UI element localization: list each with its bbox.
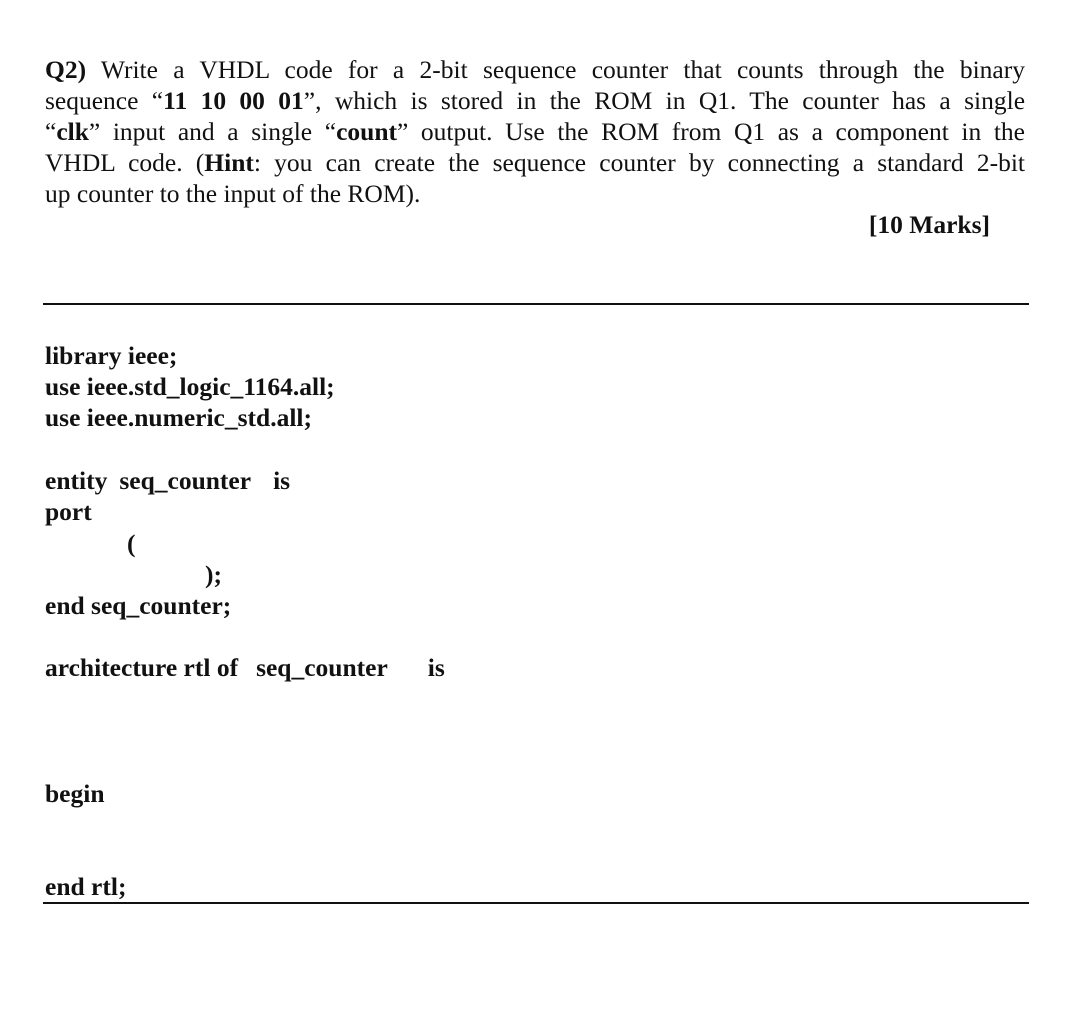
entity-name: seq_counter [119,466,252,495]
code-end-entity: end seq_counter; [45,591,232,620]
clk-term: clk [56,117,89,146]
question-line-5: up counter to the input of the ROM). [45,179,421,208]
architecture-entity-name: seq_counter [256,653,388,682]
architecture-is: is [427,653,445,682]
architecture-keyword: architecture rtl of [45,653,239,682]
hint-term: Hint [204,148,254,177]
code-use-std-logic: use ieee.std_logic_1164.all; [45,372,335,401]
question-line-1: Q2) Write a VHDL code for a 2-bit sequence counter that counts through the binary [45,55,1025,84]
count-term: count [336,117,397,146]
code-library: library ieee; [45,341,178,370]
entity-is: is [273,466,291,495]
marks-label: [10 Marks] [868,210,990,239]
top-divider [43,303,1029,305]
code-begin: begin [45,779,105,808]
code-entity-line [45,465,290,496]
code-end-architecture: end rtl; [45,872,127,901]
binary-sequence: 11 10 00 01 [163,86,304,115]
bottom-divider [43,902,1029,904]
code-port-open-paren: ( [127,529,136,558]
question-text [45,54,1025,209]
question-label: Q2) [45,55,87,84]
question-line-3: “clk” input and a single “count” output. Use the ROM from Q1 as a component in the [45,117,1026,146]
question-line-2: sequence “11 10 00 01”, which is stored in the ROM in Q1. The counter has a single [45,86,1026,115]
code-use-numeric-std: use ieee.numeric_std.all; [45,403,312,432]
code-architecture-line [45,652,445,683]
entity-keyword: entity [45,466,108,495]
code-port: port [45,497,92,526]
question-line-4: VHDL code. (Hint: you can create the sequence counter by connecting a standard 2-bit [45,148,1025,177]
code-port-close-paren: ); [205,560,222,589]
